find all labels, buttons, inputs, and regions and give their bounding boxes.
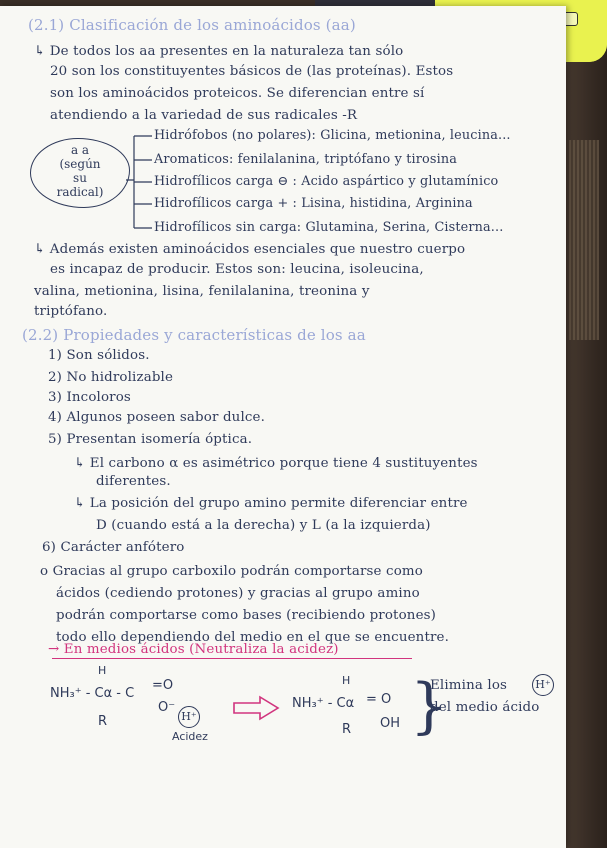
notebook-page <box>0 6 566 848</box>
subpoint-line: D (cuando está a la derecha) y L (a la izquierda) <box>96 518 431 533</box>
property-item: 1) Son sólidos. <box>48 348 150 363</box>
h-plus-ion-circle: H⁺ <box>178 706 200 728</box>
chem-h-top: H <box>98 664 107 677</box>
subpoint-line: ↳ La posición del grupo amino permite diferenciar entre <box>74 496 468 511</box>
paragraph-line: valina, metionina, lisina, fenilalanina, treonina y <box>34 284 370 299</box>
branch-connector-lines <box>124 132 154 242</box>
chem-ion-label: Acidez <box>172 730 208 743</box>
branch-aromatic: Aromaticos: fenilalanina, triptófano y tirosina <box>154 152 458 167</box>
subpoint-line: diferentes. <box>96 474 171 489</box>
subpoint-line: ↳ El carbono α es asimétrico porque tiene 4 sustituyentes <box>74 456 478 471</box>
acid-medium-heading: → En medios ácidos (Neutraliza la acidez) <box>48 642 339 657</box>
reaction-arrow-icon <box>232 695 280 721</box>
property-item: 3) Incoloros <box>48 390 131 405</box>
aa-cloud-label <box>30 138 130 208</box>
cloud-text: su <box>73 171 87 185</box>
chem-right-oh: OH <box>380 716 401 731</box>
paragraph-line: o Gracias al grupo carboxilo podrán comportarse como <box>40 564 423 579</box>
pink-underline <box>52 658 412 659</box>
chem-left-o-bottom: O⁻ <box>158 700 176 715</box>
cloud-text: a a <box>70 143 90 157</box>
chem-right-h: H <box>342 674 351 687</box>
branch-negative: Hidrofílicos carga ⊖ : Acido aspártico y glutamínico <box>154 174 499 189</box>
chem-right-r: R <box>342 722 352 737</box>
branch-uncharged: Hidrofílicos sin carga: Glutamina, Serina, Cisterna... <box>154 220 504 235</box>
note-line: del medio ácido <box>430 700 540 715</box>
chem-left-o-top: =O <box>152 678 174 693</box>
paragraph-line: es incapaz de producir. Estos son: leucina, isoleucina, <box>50 262 424 277</box>
chem-right-formula: NH₃⁺ - Cα <box>292 696 355 711</box>
note-line: Elimina los <box>430 678 508 693</box>
paragraph-line: ↳ De todos los aa presentes en la naturaleza tan sólo <box>34 44 404 59</box>
property-item: 5) Presentan isomería óptica. <box>48 432 253 447</box>
cloud-text: radical) <box>56 185 104 199</box>
property-item: 2) No hidrolizable <box>48 370 174 385</box>
paragraph-line: podrán comportarse como bases (recibiendo protones) <box>56 608 437 623</box>
book-edge <box>569 140 599 340</box>
chem-left-r: R <box>98 714 108 729</box>
paragraph-line: ácidos (cediendo protones) y gracias al grupo amino <box>56 586 420 601</box>
paragraph-line: atendiendo a la variedad de sus radicales -R <box>50 108 358 123</box>
cloud-text: (según <box>59 157 101 171</box>
property-item: 4) Algunos poseen sabor dulce. <box>48 410 266 425</box>
chem-left-formula: NH₃⁺ - Cα - C <box>50 686 135 701</box>
paragraph-line: son los aminoácidos proteicos. Se diferencian entre sí <box>50 86 425 101</box>
note-h-plus-circle: H⁺ <box>532 674 554 696</box>
chem-right-o-top: = O <box>366 692 392 707</box>
paragraph-line: ↳ Además existen aminoácidos esenciales que nuestro cuerpo <box>34 242 466 257</box>
desk-background <box>562 0 607 848</box>
paragraph-line: todo ello dependiendo del medio en el que se encuentre. <box>56 630 450 645</box>
branch-positive: Hidrofílicos carga + : Lisina, histidina, Arginina <box>154 196 473 211</box>
paragraph-line: 20 son los constituyentes básicos de (las proteínas). Estos <box>50 64 454 79</box>
section-heading-classification: (2.1) Clasificación de los aminoácidos (aa) <box>28 16 356 34</box>
right-brace: } <box>410 671 449 741</box>
paragraph-line: triptófano. <box>34 304 108 319</box>
property-item: 6) Carácter anfótero <box>42 540 185 555</box>
section-heading-properties: (2.2) Propiedades y características de los aa <box>22 326 366 344</box>
branch-hydrophobic: Hidrófobos (no polares): Glicina, metionina, leucina... <box>154 128 511 143</box>
